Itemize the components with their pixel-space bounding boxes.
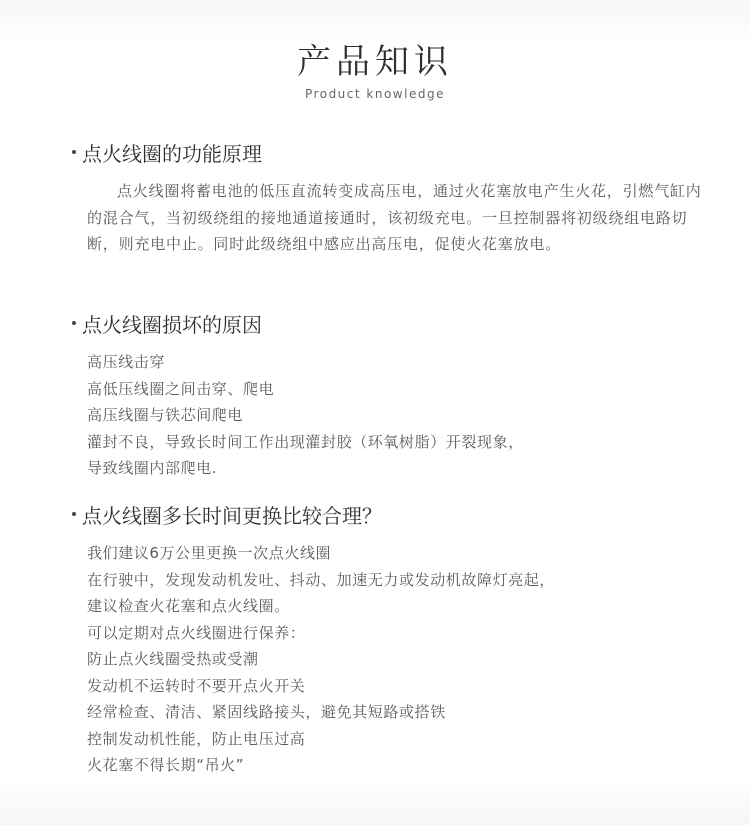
list-item: 可以定期对点火线圈进行保养： xyxy=(87,623,306,642)
page-subtitle: Product knowledge xyxy=(305,86,445,101)
section-damage-causes xyxy=(72,307,712,482)
list-item: 高压线击穿 xyxy=(87,353,166,371)
section-heading xyxy=(72,498,712,530)
list-item: 导致线圈内部爬电. xyxy=(87,459,218,477)
section-paragraph: 点火线圈将蓄电池的低压直流转变成高压电，通过火花塞放电产生火花，引燃气缸内的混合气，当初级绕组的接地通道接通时，该初级充电。一旦控制器将初级绕组电路切断，则充电中止。同时此级绕组中感应出高压电，促使火花塞放电。 xyxy=(87,182,702,253)
bullet-dot-icon xyxy=(72,321,76,325)
section-body xyxy=(72,349,712,482)
section-function-principle xyxy=(72,136,712,258)
list-item: 控制发动机性能，防止电压过高 xyxy=(87,729,306,748)
section-heading xyxy=(72,307,712,339)
section-heading-text: 点火线圈的功能原理 xyxy=(82,141,262,166)
list-item: 我们建议6万公里更换一次点火线圈 xyxy=(87,544,332,562)
section-heading-text: 点火线圈多长时间更换比较合理？ xyxy=(82,503,382,528)
section-heading xyxy=(72,136,712,168)
section-body xyxy=(72,540,712,779)
list-item: 火花塞不得长期“吊火” xyxy=(87,756,245,774)
list-item: 防止点火线圈受热或受潮 xyxy=(87,650,259,668)
list-item: 灌封不良，导致长时间工作出现灌封胶（环氧树脂）开裂现象， xyxy=(87,432,524,451)
list-item: 经常检查、清洁、紧固线路接头，避免其短路或搭铁 xyxy=(87,703,446,721)
list-item: 高压线圈与铁芯间爬电 xyxy=(87,406,244,424)
list-item: 高低压线圈之间击穿、爬电 xyxy=(87,379,275,398)
list-item: 在行驶中，发现发动机发吐、抖动、加速无力或发动机故障灯亮起， xyxy=(87,570,556,589)
bullet-dot-icon xyxy=(72,150,76,154)
list-item: 建议检查火花塞和点火线圈。 xyxy=(87,597,290,615)
section-heading-text: 点火线圈损坏的原因 xyxy=(82,312,262,337)
page-header xyxy=(0,42,750,101)
list-item: 发动机不运转时不要开点火开关 xyxy=(87,676,306,695)
bullet-dot-icon xyxy=(72,512,76,516)
page-title: 产品知识 xyxy=(297,42,453,82)
section-body xyxy=(72,178,712,258)
section-replacement-interval xyxy=(72,498,712,779)
